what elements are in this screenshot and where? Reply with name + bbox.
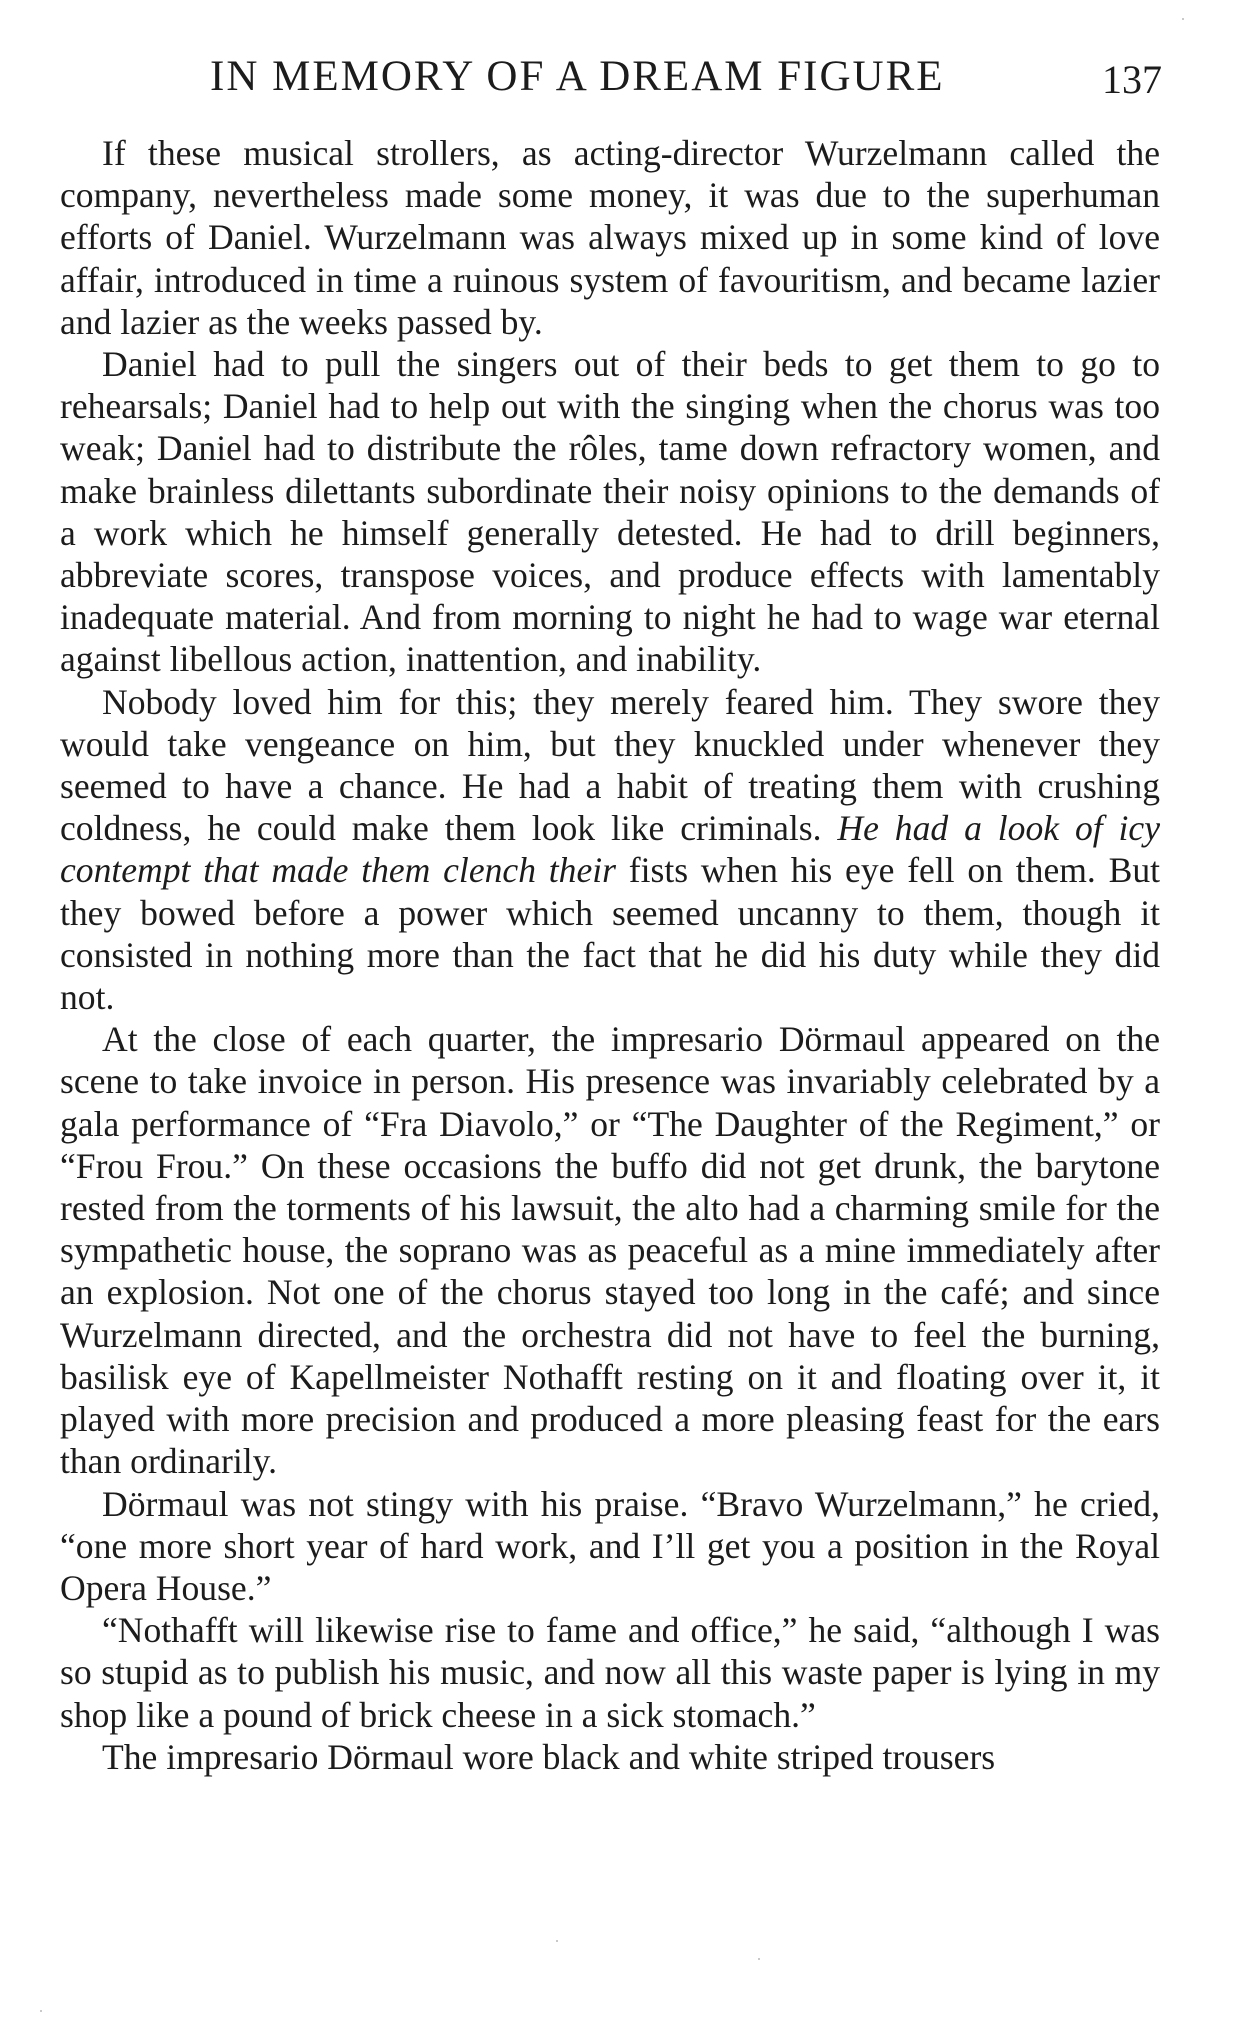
body-text [60,132,1160,1778]
paragraph-7: The impresario Dörmaul wore black and white striped trousers [102,1736,996,1777]
page-number: 137 [1102,57,1162,102]
running-head [60,52,1160,112]
paragraph-2: Daniel had to pull the singers out of their beds to get them to go to rehearsals; Daniel had to help out with the singing when the chorus was too weak; Daniel had to distribute the rôles, tame down refractory women, and make brainless dilettants subordinate their noisy opinions to the demands of a work which he himself generally detested. He had to drill beginners, abbreviate scores, transpose voices, and produce effects with lamentably inadequate material. And from morning to night he had to wage war eternal against libellous action, inattention, and inability. [60,344,1160,680]
paper-speck [758,1958,760,1960]
paragraph-3-italic-phrase: He had a look of icy contempt that made them clench their [60,808,1160,891]
paragraph-3-text-before: Nobody loved him for this; they merely feared him. They swore they would take vengeance on him, but they knuckled under whenever they seemed to have a chance. He had a habit of treating them with crushing coldness, he could make them look like criminals. [60,681,1160,849]
paragraph-6: “Nothafft will likewise rise to fame and office,” he said, “although I was so stupid as to publish his music, and now all this waste paper is lying in my shop like a pound of brick cheese in a sick stomach.” [60,1610,1160,1735]
paper-speck [1182,18,1184,20]
paragraph-1: If these musical strollers, as acting-director Wurzelmann called the company, nevertheless made some money, it was due to the superhuman efforts of Daniel. Wurzelmann was always mixed up in some kind of love affair, introduced in time a ruinous system of favouritism, and became lazier and lazier as the weeks passed by. [60,133,1160,342]
paragraph-3-text-after: fists when his eye fell on them. But they bowed before a power which seemed uncanny to them, though it consisted in nothing more than the fact that he did his duty while they did not. [60,850,1161,1018]
chapter-title: IN MEMORY OF A DREAM FIGURE [210,53,945,100]
paragraph-5: Dörmaul was not stingy with his praise. “Bravo Wurzelmann,” he cried, “one more short year of hard work, and I’ll get you a position in the Royal Opera House.” [60,1483,1160,1608]
paper-speck [40,2010,42,2012]
book-page [60,52,1160,2012]
paragraph-4: At the close of each quarter, the impresario Dörmaul appeared on the scene to take invoice in person. His presence was invariably celebrated by a gala performance of “Fra Diavolo,” or “The Daughter of the Regiment,” or “Frou Frou.” On these occasions the buffo did not get drunk, the barytone rested from the torments of his lawsuit, the alto had a charming smile for the sympathetic house, the soprano was as peaceful as a mine immediately after an explosion. Not one of the chorus stayed too long in the café; and since Wurzelmann directed, and the orchestra did not have to feel the burning, basilisk eye of Kapellmeister Nothafft resting on it and floating over it, it played with more precision and produced a more pleasing feast for the ears than ordinarily. [60,1019,1160,1482]
paragraph-3 [60,681,1160,1019]
paper-speck [556,1940,558,1942]
